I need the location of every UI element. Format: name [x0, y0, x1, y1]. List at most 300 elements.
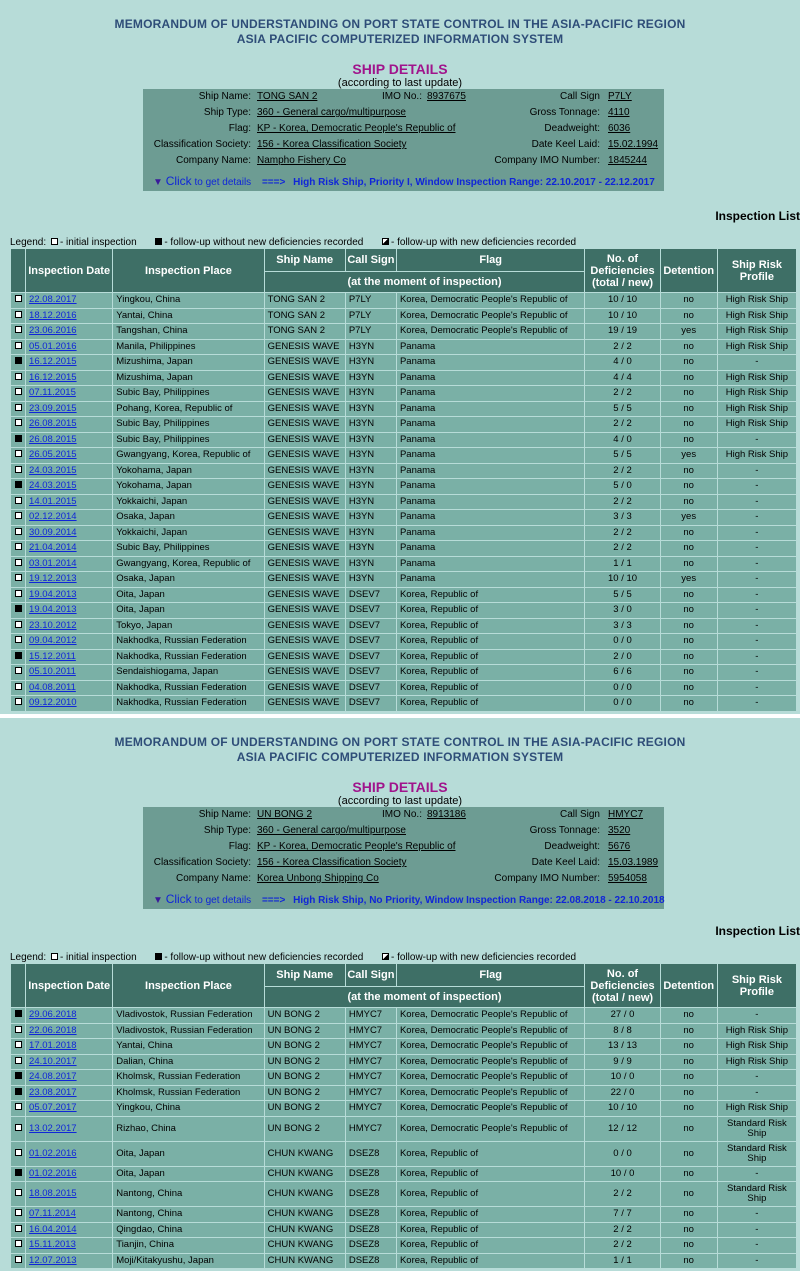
cell-deficiencies: 2 / 0: [585, 650, 659, 665]
legend: [10, 952, 576, 963]
legend-followup-none: - follow-up without new deficiencies recorded: [164, 952, 364, 963]
cell-flag: Panama: [397, 572, 584, 587]
inspection-date-link[interactable]: 07.11.2015: [29, 387, 76, 398]
inspection-date-link[interactable]: 19.04.2013: [29, 588, 77, 600]
cell-call-sign: H3YN: [346, 510, 396, 525]
table-row: [11, 1024, 796, 1039]
table-row: [11, 1254, 796, 1269]
cell-call-sign: P7LY: [346, 324, 396, 339]
cell-ship: GENESIS WAVE: [265, 479, 345, 494]
cell-call-sign: DSEV7: [346, 650, 396, 665]
call-sign-value: HMYC7: [608, 809, 644, 820]
call-sign-value: P7LY: [608, 91, 632, 102]
cell-detention: no: [661, 557, 717, 572]
initial-inspection-icon: [15, 1189, 22, 1196]
inspection-date-link[interactable]: 30.09.2014: [29, 526, 77, 538]
ship-type-label: Ship Type:: [203, 825, 251, 836]
inspection-date-link[interactable]: 23.06.2016: [29, 325, 77, 336]
table-row: [11, 371, 796, 386]
cell-place: Oita, Japan: [113, 1167, 263, 1182]
inspection-date-link[interactable]: 19.12.2013: [29, 573, 77, 584]
cell-detention: no: [661, 371, 717, 386]
header-line-2: ASIA PACIFIC COMPUTERIZED INFORMATION SYSTEM: [236, 32, 564, 46]
inspection-date-link[interactable]: 14.01.2015: [29, 495, 77, 507]
cell-ship: GENESIS WAVE: [265, 526, 345, 541]
cell-flag: Korea, Democratic People's Republic of: [397, 1086, 584, 1101]
cell-call-sign: DSEZ8: [346, 1167, 396, 1182]
cell-date: [26, 1117, 112, 1141]
inspection-date-link[interactable]: 16.12.2015: [29, 356, 77, 367]
company-name-value: Nampho Fishery Co: [257, 155, 346, 166]
cell-deficiencies: 4 / 0: [585, 355, 659, 370]
cell-detention: no: [661, 696, 717, 711]
col-call-sign: Call Sign: [346, 249, 396, 271]
table-row: [11, 417, 796, 432]
followup-no-deficiency-icon: [15, 1088, 22, 1095]
cell-call-sign: DSEV7: [346, 665, 396, 680]
cell-date: [26, 371, 112, 386]
col-call-sign: Call Sign: [346, 964, 396, 986]
cell-detention: no: [661, 526, 717, 541]
flag-label: Flag:: [228, 841, 251, 852]
cell-place: Yokohama, Japan: [113, 479, 263, 494]
inspection-date-link[interactable]: 23.10.2012: [29, 619, 77, 631]
ship-details-subtitle: (according to last update): [337, 77, 463, 89]
inspection-date-link[interactable]: 24.03.2015: [29, 480, 77, 491]
inspection-date-link[interactable]: 13.02.2017: [29, 1122, 77, 1134]
cell-flag: Korea, Republic of: [397, 634, 584, 649]
cell-date: [26, 696, 112, 711]
inspection-date-link[interactable]: 16.12.2015: [29, 371, 77, 383]
class-society-label: Classification Society:: [153, 857, 251, 868]
table-row: [11, 1070, 796, 1085]
initial-inspection-icon: [15, 1209, 22, 1216]
inspection-date-link[interactable]: 07.11.2014: [29, 1208, 76, 1219]
initial-inspection-icon: [15, 1149, 22, 1156]
inspection-date-link[interactable]: 02.12.2014: [29, 511, 77, 522]
cell-flag: Panama: [397, 557, 584, 572]
cell-date: [26, 1008, 112, 1023]
initial-inspection-icon: [15, 1225, 22, 1232]
inspection-table: [10, 248, 797, 712]
inspection-date-link[interactable]: 22.08.2017: [29, 294, 77, 305]
cell-risk-profile: -: [718, 355, 796, 370]
cell-ship: TONG SAN 2: [265, 293, 345, 308]
cell-call-sign: H3YN: [346, 402, 396, 417]
cell-detention: no: [661, 479, 717, 494]
followup-new-deficiency-icon: [382, 953, 389, 960]
header-line-2: ASIA PACIFIC COMPUTERIZED INFORMATION SYSTEM: [236, 750, 564, 764]
table-row: [11, 293, 796, 308]
cell-deficiencies: 10 / 10: [585, 1101, 659, 1116]
row-indicator: [11, 665, 25, 680]
cell-risk-profile: -: [718, 526, 796, 541]
cell-risk-profile: High Risk Ship: [718, 448, 796, 463]
cell-call-sign: P7LY: [346, 293, 396, 308]
col-detention: Detention: [661, 964, 717, 1007]
initial-inspection-icon: [15, 1240, 22, 1247]
legend-prefix: Legend:: [10, 237, 47, 248]
initial-inspection-icon: [15, 1103, 22, 1110]
inspection-date-link[interactable]: 01.02.2016: [29, 1167, 77, 1179]
cell-ship: GENESIS WAVE: [265, 572, 345, 587]
cell-risk-profile: -: [718, 681, 796, 696]
cell-ship: GENESIS WAVE: [265, 619, 345, 634]
cell-detention: no: [661, 1238, 717, 1253]
initial-inspection-icon: [15, 512, 22, 519]
cell-risk-profile: -: [718, 510, 796, 525]
triangle-down-icon: ▼: [153, 177, 163, 188]
cell-ship: GENESIS WAVE: [265, 464, 345, 479]
cell-detention: no: [661, 402, 717, 417]
cell-detention: no: [661, 588, 717, 603]
cell-flag: Korea, Republic of: [397, 1167, 584, 1182]
cell-place: Oita, Japan: [113, 1142, 263, 1166]
cell-risk-profile: -: [718, 1070, 796, 1085]
imo-no-label: IMO No.:: [381, 91, 422, 102]
legend-initial: - initial inspection: [59, 237, 137, 248]
cell-detention: no: [661, 495, 717, 510]
inspection-date-link[interactable]: 19.04.2013: [29, 604, 77, 615]
cell-date: [26, 588, 112, 603]
cell-deficiencies: 0 / 0: [585, 681, 659, 696]
initial-inspection-icon: [15, 450, 22, 457]
row-indicator: [11, 340, 25, 355]
cell-flag: Korea, Democratic People's Republic of: [397, 309, 584, 324]
cell-date: [26, 1167, 112, 1182]
cell-risk-profile: -: [718, 557, 796, 572]
table-row: [11, 448, 796, 463]
cell-date: [26, 1101, 112, 1116]
row-indicator: [11, 479, 25, 494]
initial-inspection-icon: [51, 953, 58, 960]
inspection-date-link[interactable]: 05.10.2011: [29, 666, 76, 677]
inspection-date-link[interactable]: 16.04.2014: [29, 1223, 77, 1235]
cell-flag: Panama: [397, 433, 584, 448]
followup-no-deficiency-icon: [155, 238, 162, 245]
inspection-date-link[interactable]: 09.12.2010: [29, 697, 77, 708]
cell-date: [26, 681, 112, 696]
followup-no-deficiency-icon: [15, 481, 22, 488]
initial-inspection-icon: [15, 621, 22, 628]
table-row: [11, 526, 796, 541]
cell-risk-profile: -: [718, 1223, 796, 1238]
cell-flag: Panama: [397, 526, 584, 541]
table-row: [11, 433, 796, 448]
cell-ship: GENESIS WAVE: [265, 417, 345, 432]
cell-risk-profile: High Risk Ship: [718, 1101, 796, 1116]
cell-date: [26, 650, 112, 665]
class-society-label: Classification Society:: [153, 139, 251, 150]
followup-no-deficiency-icon: [155, 953, 162, 960]
cell-risk-profile: High Risk Ship: [718, 309, 796, 324]
indicator-header: [11, 964, 25, 1007]
table-row: [11, 340, 796, 355]
legend-initial: - initial inspection: [59, 952, 137, 963]
cell-flag: Korea, Republic of: [397, 681, 584, 696]
cell-deficiencies: 3 / 3: [585, 619, 659, 634]
inspection-date-link[interactable]: 24.10.2017: [29, 1055, 77, 1067]
company-imo-value: 1845244: [608, 155, 647, 166]
cell-ship: GENESIS WAVE: [265, 681, 345, 696]
row-indicator: [11, 1182, 25, 1206]
initial-inspection-icon: [15, 404, 22, 411]
row-indicator: [11, 355, 25, 370]
ship-type-value: 360 - General cargo/multipurpose: [257, 107, 406, 118]
initial-inspection-icon: [15, 636, 22, 643]
cell-ship: CHUN KWANG: [265, 1167, 345, 1182]
col-ship-name: Ship Name: [265, 964, 345, 986]
ship-name-label: Ship Name:: [198, 809, 251, 820]
cell-risk-profile: -: [718, 464, 796, 479]
row-indicator: [11, 510, 25, 525]
cell-place: Manila, Philippines: [113, 340, 263, 355]
cell-detention: no: [661, 1055, 717, 1070]
cell-risk-profile: High Risk Ship: [718, 1039, 796, 1054]
call-sign-label: Call Sign: [559, 809, 600, 820]
inspection-date-link[interactable]: 23.08.2017: [29, 1086, 77, 1098]
cell-date: [26, 1070, 112, 1085]
cell-date: [26, 1142, 112, 1166]
cell-flag: Korea, Democratic People's Republic of: [397, 1070, 584, 1085]
cell-ship: GENESIS WAVE: [265, 696, 345, 711]
row-indicator: [11, 619, 25, 634]
row-indicator: [11, 309, 25, 324]
inspection-date-link[interactable]: 26.05.2015: [29, 449, 77, 460]
cell-detention: no: [661, 433, 717, 448]
cell-call-sign: HMYC7: [346, 1117, 396, 1141]
ship-name-label: Ship Name:: [198, 91, 251, 102]
cell-flag: Panama: [397, 417, 584, 432]
cell-detention: no: [661, 309, 717, 324]
inspection-date-link[interactable]: 17.01.2018: [29, 1040, 77, 1051]
initial-inspection-icon: [15, 543, 22, 550]
row-indicator: [11, 1207, 25, 1222]
cell-detention: no: [661, 1207, 717, 1222]
click-text[interactable]: Click: [165, 174, 192, 188]
inspection-date-link[interactable]: 18.08.2015: [29, 1188, 77, 1199]
cell-call-sign: H3YN: [346, 479, 396, 494]
row-indicator: [11, 650, 25, 665]
indicator-header: [11, 249, 25, 292]
row-indicator: [11, 433, 25, 448]
cell-risk-profile: -: [718, 1254, 796, 1269]
gross-tonnage-value: 3520: [608, 825, 631, 836]
table-row: [11, 1167, 796, 1182]
cell-place: Yantai, China: [113, 309, 263, 324]
flag-label: Flag:: [228, 123, 251, 134]
cell-call-sign: DSEZ8: [346, 1207, 396, 1222]
table-row: [11, 650, 796, 665]
inspection-date-link[interactable]: 23.09.2015: [29, 402, 77, 414]
date-keel-value: 15.03.1989: [608, 857, 659, 868]
cell-call-sign: HMYC7: [346, 1008, 396, 1023]
cell-deficiencies: 5 / 5: [585, 402, 659, 417]
cell-detention: no: [661, 1039, 717, 1054]
cell-risk-profile: -: [718, 1086, 796, 1101]
gross-tonnage-value: 4110: [608, 107, 630, 118]
inspection-date-link[interactable]: 18.12.2016: [29, 309, 77, 321]
cell-deficiencies: 2 / 2: [585, 417, 659, 432]
row-indicator: [11, 1254, 25, 1269]
cell-date: [26, 340, 112, 355]
row-indicator: [11, 371, 25, 386]
inspection-date-link[interactable]: 24.08.2017: [29, 1071, 77, 1082]
cell-risk-profile: -: [718, 619, 796, 634]
cell-risk-profile: -: [718, 634, 796, 649]
initial-inspection-icon: [15, 590, 22, 597]
inspection-date-link[interactable]: 05.01.2016: [29, 340, 77, 352]
cell-call-sign: DSEV7: [346, 588, 396, 603]
cell-place: Yokkaichi, Japan: [113, 495, 263, 510]
row-indicator: [11, 1142, 25, 1166]
cell-call-sign: H3YN: [346, 526, 396, 541]
cell-ship: GENESIS WAVE: [265, 634, 345, 649]
followup-no-deficiency-icon: [15, 435, 22, 442]
inspection-list-title: Inspection List: [715, 209, 800, 223]
cell-flag: Korea, Democratic People's Republic of: [397, 1024, 584, 1039]
company-imo-value: 5954058: [608, 873, 647, 884]
cell-detention: no: [661, 1101, 717, 1116]
cell-flag: Korea, Republic of: [397, 1142, 584, 1166]
initial-inspection-icon: [15, 295, 22, 302]
table-row: [11, 1086, 796, 1101]
cell-date: [26, 417, 112, 432]
cell-deficiencies: 9 / 9: [585, 1055, 659, 1070]
table-row: [11, 1223, 796, 1238]
cell-deficiencies: 5 / 0: [585, 479, 659, 494]
row-indicator: [11, 417, 25, 432]
initial-inspection-icon: [51, 238, 58, 245]
inspection-date-link[interactable]: 26.08.2015: [29, 418, 77, 429]
cell-risk-profile: -: [718, 650, 796, 665]
cell-detention: no: [661, 1117, 717, 1141]
inspection-date-link[interactable]: 15.11.2013: [29, 1239, 76, 1250]
click-details-link[interactable]: [153, 174, 655, 188]
cell-date: [26, 309, 112, 324]
cell-flag: Panama: [397, 402, 584, 417]
cell-risk-profile: Standard Risk Ship: [718, 1182, 796, 1206]
inspection-date-link[interactable]: 05.07.2017: [29, 1102, 77, 1113]
cell-ship: GENESIS WAVE: [265, 495, 345, 510]
row-indicator: [11, 402, 25, 417]
cell-risk-profile: -: [718, 541, 796, 556]
page-header: [0, 735, 800, 765]
row-indicator: [11, 1070, 25, 1085]
inspection-date-link[interactable]: 26.08.2015: [29, 433, 77, 445]
row-indicator: [11, 634, 25, 649]
row-indicator: [11, 495, 25, 510]
cell-ship: UN BONG 2: [265, 1055, 345, 1070]
cell-call-sign: HMYC7: [346, 1101, 396, 1116]
cell-detention: no: [661, 1182, 717, 1206]
cell-flag: Korea, Republic of: [397, 1182, 584, 1206]
cell-call-sign: DSEV7: [346, 619, 396, 634]
cell-place: Pohang, Korea, Republic of: [113, 402, 263, 417]
cell-ship: GENESIS WAVE: [265, 448, 345, 463]
click-details-link[interactable]: [153, 892, 665, 906]
inspection-date-link[interactable]: 04.08.2011: [29, 681, 76, 693]
cell-date: [26, 572, 112, 587]
cell-risk-profile: High Risk Ship: [718, 371, 796, 386]
table-row: [11, 324, 796, 339]
cell-detention: yes: [661, 572, 717, 587]
cell-ship: GENESIS WAVE: [265, 650, 345, 665]
inspection-date-link[interactable]: 15.12.2011: [29, 650, 76, 662]
inspection-date-link[interactable]: 29.06.2018: [29, 1009, 77, 1020]
cell-deficiencies: 4 / 0: [585, 433, 659, 448]
cell-date: [26, 557, 112, 572]
initial-inspection-icon: [15, 326, 22, 333]
ship-type-label: Ship Type:: [203, 107, 251, 118]
inspection-date-link[interactable]: 01.02.2016: [29, 1147, 77, 1159]
ship-name-value: UN BONG 2: [257, 809, 313, 820]
risk-status-text: High Risk Ship, Priority I, Window Inspection Range: 22.10.2017 - 22.12.2017: [293, 177, 655, 188]
cell-call-sign: DSEV7: [346, 696, 396, 711]
table-row: [11, 386, 796, 401]
cell-date: [26, 495, 112, 510]
cell-date: [26, 355, 112, 370]
cell-place: Tangshan, China: [113, 324, 263, 339]
cell-date: [26, 665, 112, 680]
cell-detention: no: [661, 541, 717, 556]
inspection-date-link[interactable]: 03.01.2014: [29, 557, 77, 569]
row-indicator: [11, 1008, 25, 1023]
cell-call-sign: DSEZ8: [346, 1142, 396, 1166]
initial-inspection-icon: [15, 574, 22, 581]
cell-deficiencies: 2 / 2: [585, 495, 659, 510]
cell-ship: GENESIS WAVE: [265, 433, 345, 448]
row-indicator: [11, 557, 25, 572]
followup-new-deficiency-icon: [382, 238, 389, 245]
cell-date: [26, 634, 112, 649]
inspection-date-link[interactable]: 12.07.2013: [29, 1254, 77, 1266]
cell-detention: yes: [661, 448, 717, 463]
inspection-date-link[interactable]: 09.04.2012: [29, 635, 77, 646]
cell-flag: Korea, Democratic People's Republic of: [397, 293, 584, 308]
inspection-date-link[interactable]: 24.03.2015: [29, 464, 77, 476]
cell-ship: UN BONG 2: [265, 1086, 345, 1101]
cell-detention: no: [661, 1142, 717, 1166]
table-row: [11, 479, 796, 494]
initial-inspection-icon: [15, 311, 22, 318]
cell-detention: yes: [661, 510, 717, 525]
cell-call-sign: H3YN: [346, 417, 396, 432]
cell-detention: no: [661, 355, 717, 370]
cell-place: Vladivostok, Russian Federation: [113, 1024, 263, 1039]
table-row: [11, 1207, 796, 1222]
cell-ship: GENESIS WAVE: [265, 340, 345, 355]
ship-details-box: [143, 807, 664, 909]
inspection-date-link[interactable]: 21.04.2014: [29, 542, 77, 553]
col-moment-note: (at the moment of inspection): [265, 987, 585, 1007]
cell-call-sign: DSEZ8: [346, 1182, 396, 1206]
click-text[interactable]: Click: [165, 892, 192, 906]
cell-ship: CHUN KWANG: [265, 1223, 345, 1238]
cell-ship: UN BONG 2: [265, 1101, 345, 1116]
cell-deficiencies: 10 / 0: [585, 1167, 659, 1182]
cell-call-sign: DSEV7: [346, 681, 396, 696]
inspection-date-link[interactable]: 22.06.2018: [29, 1024, 77, 1036]
cell-ship: CHUN KWANG: [265, 1207, 345, 1222]
table-row: [11, 572, 796, 587]
row-indicator: [11, 448, 25, 463]
cell-place: Sendaishiogama, Japan: [113, 665, 263, 680]
row-indicator: [11, 1039, 25, 1054]
cell-call-sign: H3YN: [346, 541, 396, 556]
table-row: [11, 1238, 796, 1253]
cell-deficiencies: 1 / 1: [585, 557, 659, 572]
